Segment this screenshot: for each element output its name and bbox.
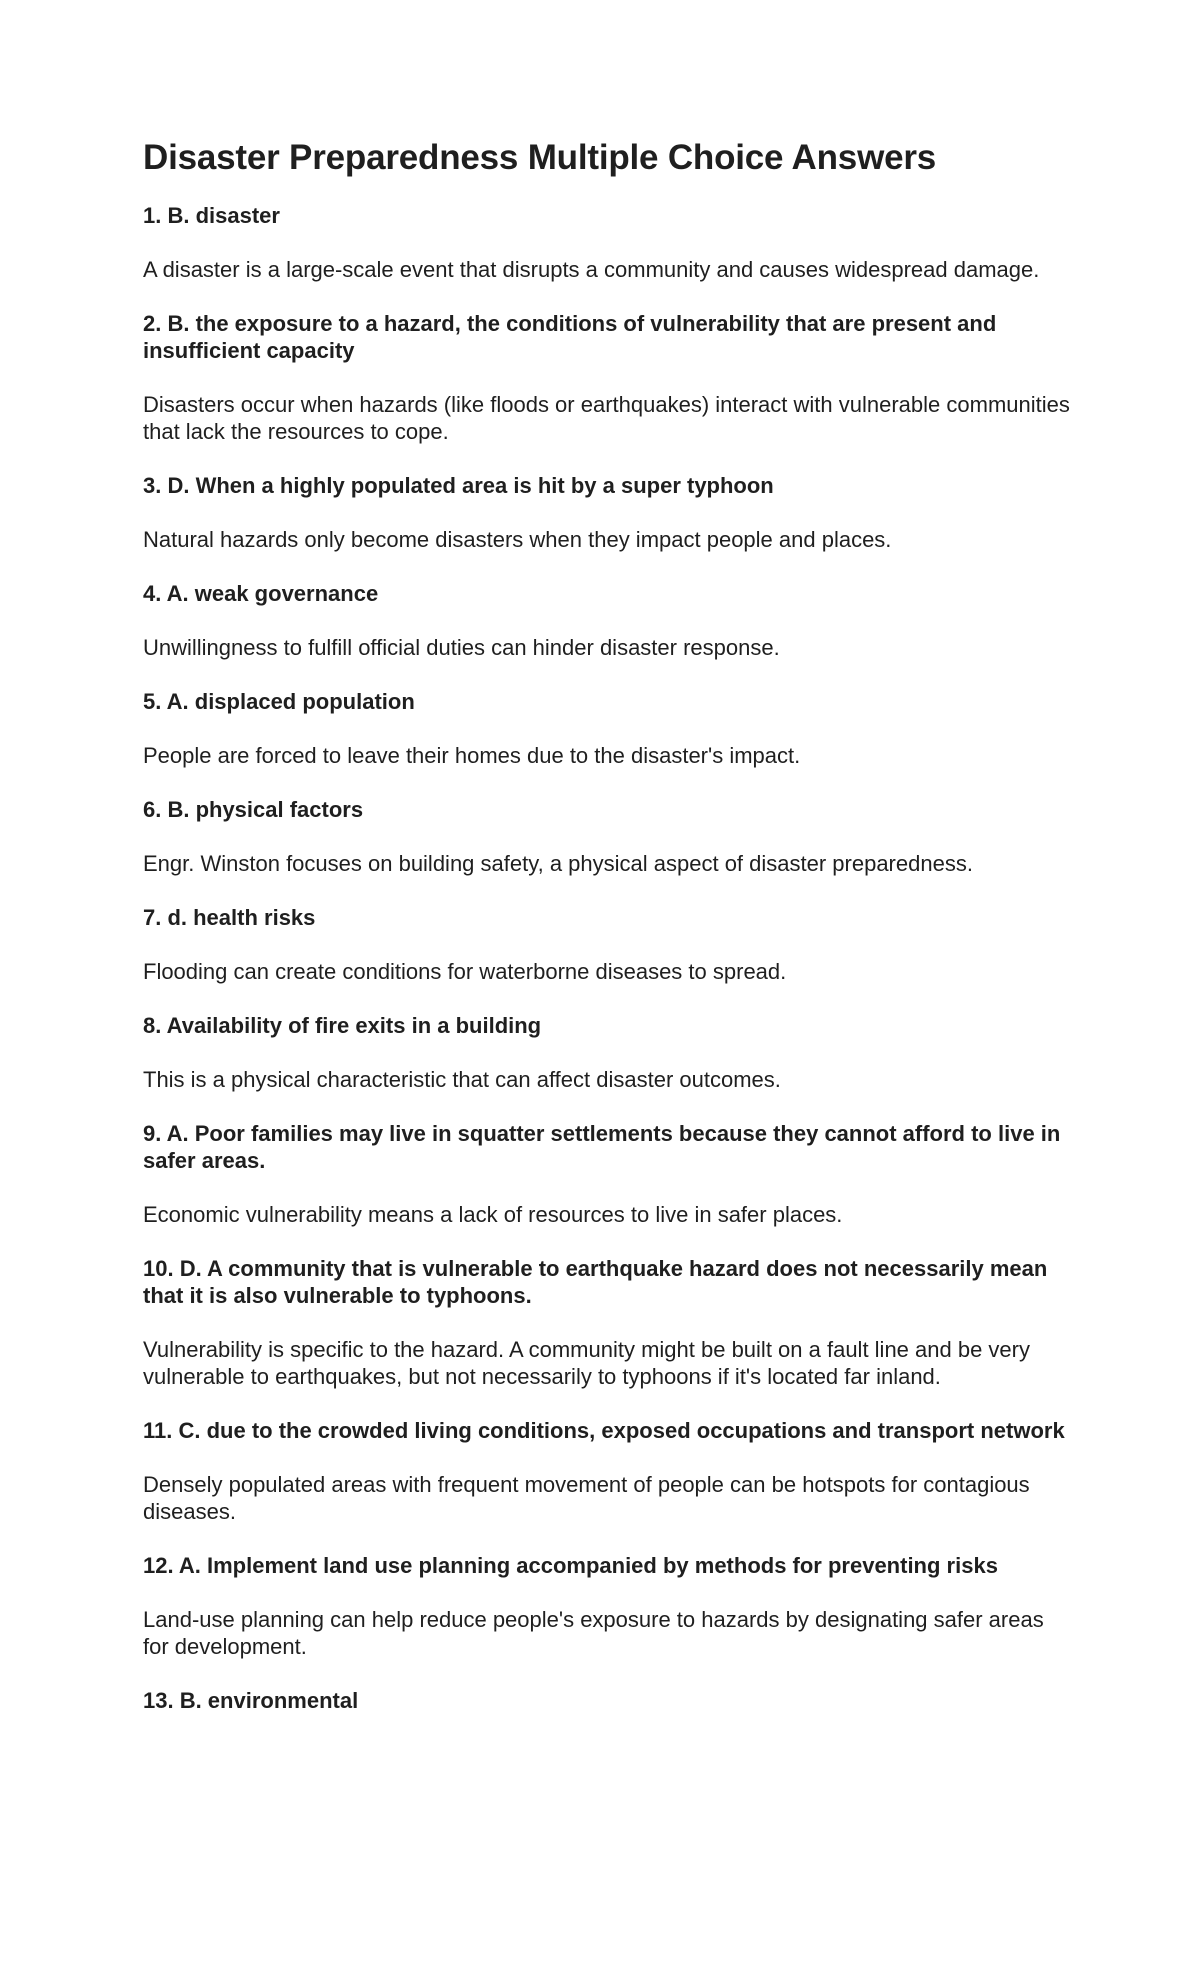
answer-item	[143, 1417, 1073, 1525]
page-title: Disaster Preparedness Multiple Choice Answers	[143, 138, 937, 177]
answer-explanation: Engr. Winston focuses on building safety, a physical aspect of disaster preparedness.	[143, 851, 973, 876]
answer-item	[143, 472, 1073, 553]
answer-heading: 6. B. physical factors	[143, 797, 364, 822]
answer-heading: 9. A. Poor families may live in squatter settlements because they cannot afford to live in safer areas.	[143, 1121, 1061, 1173]
answer-item	[143, 580, 1073, 661]
answer-explanation: Vulnerability is specific to the hazard. A community might be built on a fault line and be very vulnerable to earthquakes, but not necessarily to typhoons if it's located far inland.	[143, 1337, 1030, 1389]
answer-explanation: Economic vulnerability means a lack of resources to live in safer places.	[143, 1202, 843, 1227]
answer-explanation: Natural hazards only become disasters when they impact people and places.	[143, 527, 892, 552]
answer-explanation: Densely populated areas with frequent movement of people can be hotspots for contagious diseases.	[143, 1472, 1030, 1524]
answer-heading: 11. C. due to the crowded living conditions, exposed occupations and transport network	[143, 1418, 1065, 1443]
answer-heading: 7. d. health risks	[143, 905, 316, 930]
answer-item	[143, 1255, 1073, 1390]
answer-explanation: Land-use planning can help reduce people's exposure to hazards by designating safer areas for development.	[143, 1607, 1044, 1659]
answer-item	[143, 1552, 1073, 1660]
answer-item	[143, 796, 1073, 877]
answer-item	[143, 310, 1073, 445]
answer-explanation: People are forced to leave their homes due to the disaster's impact.	[143, 743, 801, 768]
answer-heading: 13. B. environmental	[143, 1688, 359, 1713]
answer-heading: 3. D. When a highly populated area is hit by a super typhoon	[143, 473, 774, 498]
answer-explanation: Disasters occur when hazards (like floods or earthquakes) interact with vulnerable communities that lack the resources to cope.	[143, 392, 1070, 444]
document-page	[143, 136, 1073, 1741]
answer-heading: 1. B. disaster	[143, 203, 280, 228]
answer-heading: 10. D. A community that is vulnerable to earthquake hazard does not necessarily mean that it is also vulnerable to typhoons.	[143, 1256, 1048, 1308]
answer-explanation: A disaster is a large-scale event that disrupts a community and causes widespread damage.	[143, 257, 1040, 282]
answer-item	[143, 202, 1073, 283]
answer-heading: 8. Availability of fire exits in a building	[143, 1013, 542, 1038]
answer-item	[143, 1012, 1073, 1093]
answer-item	[143, 904, 1073, 985]
answer-explanation: Flooding can create conditions for waterborne diseases to spread.	[143, 959, 787, 984]
answer-item	[143, 1687, 1073, 1714]
answer-heading: 12. A. Implement land use planning accompanied by methods for preventing risks	[143, 1553, 998, 1578]
answer-item	[143, 1120, 1073, 1228]
answer-heading: 4. A. weak governance	[143, 581, 379, 606]
answer-heading: 2. B. the exposure to a hazard, the conditions of vulnerability that are present and insufficient capacity	[143, 311, 997, 363]
answer-item	[143, 688, 1073, 769]
answer-explanation: Unwillingness to fulfill official duties can hinder disaster response.	[143, 635, 780, 660]
answer-heading: 5. A. displaced population	[143, 689, 415, 714]
answer-explanation: This is a physical characteristic that can affect disaster outcomes.	[143, 1067, 781, 1092]
